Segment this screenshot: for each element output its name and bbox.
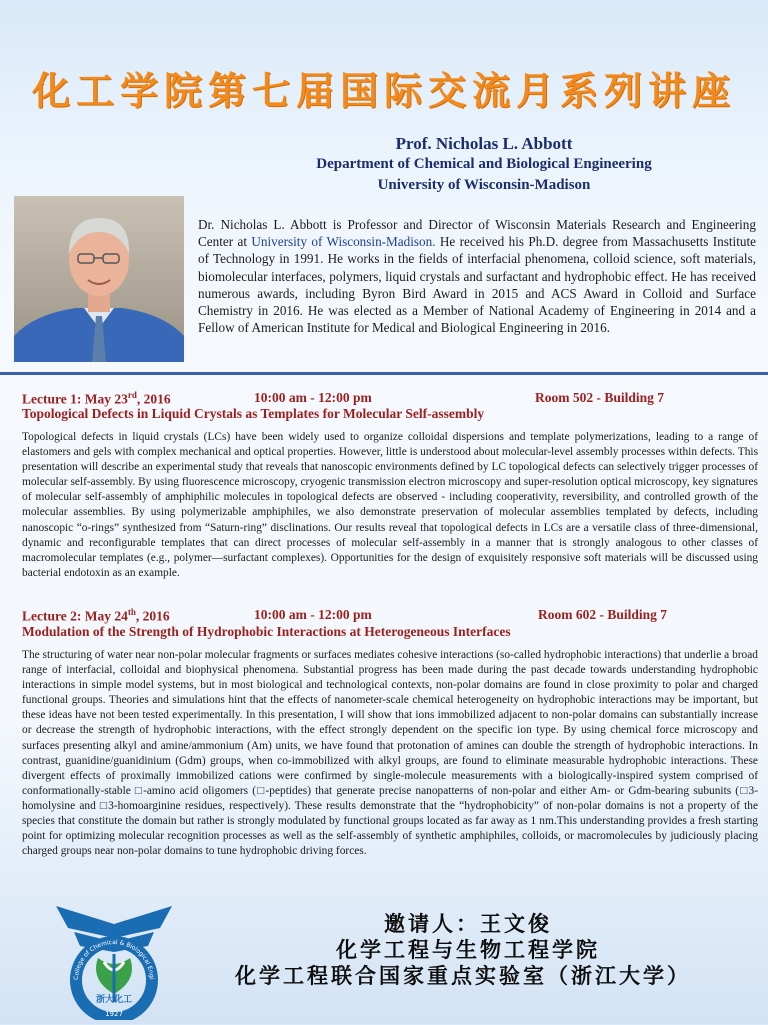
logo-year: 1927 bbox=[105, 1010, 123, 1018]
lecture-2-title: Modulation of the Strength of Hydrophobic Interactions at Heterogeneous Interfaces bbox=[22, 624, 511, 639]
lecture-2-date-suffix-sup: th bbox=[127, 607, 136, 617]
lecture-2-time: 10:00 am - 12:00 pm bbox=[254, 607, 372, 622]
lecture-1-date-year: , 2016 bbox=[136, 391, 171, 407]
speaker-name: Prof. Nicholas L. Abbott bbox=[395, 134, 573, 153]
speaker-biography bbox=[198, 216, 756, 336]
lecture-2-date bbox=[22, 607, 170, 625]
bio-text-start: Dr. Nicholas L. Abbott is Professor and Director of Wisconsin Materials Research and Engineering Center at bbox=[198, 217, 756, 250]
logo-center-text: 浙大化工 bbox=[95, 995, 133, 1005]
speaker-department: Department of Chemical and Biological Engineering bbox=[316, 156, 652, 172]
speaker-portrait-illustration bbox=[14, 196, 184, 362]
bio-text-end: He received his Ph.D. degree from Massachusetts Institute of Technology in 1991. He works in the fields of interfacial phenomena, colloid science, soft materials, biomolecular interfaces, polymers, liquid crystals and surfactant and hydrophobic effect. He has received numerous awards, including Byron Bird Award in 2015 and ACS Award in Colloid and Surface Chemistry in 2016. He was elected as a Member of National Academy of Engineering in 2014 and a Fellow of American Institute for Medical and Biological Engineering in 2016. bbox=[198, 234, 756, 336]
inviter-college: 化学工程与生物工程学院 bbox=[336, 938, 600, 962]
speaker-photo bbox=[14, 196, 184, 362]
inviter-name: 邀请人：王文俊 bbox=[384, 912, 552, 936]
lecture-2-date-year: , 2016 bbox=[135, 608, 170, 624]
bio-university-highlight: University of Wisconsin-Madison. bbox=[251, 234, 436, 250]
lecture-1-abstract: Topological defects in liquid crystals (LCs) have been widely used to organize colloidal dispersions and template polymerizations, leading to a range of elastomers and gels with complex mechanical and optical properties. However, little is understood about molecular-level assembly processes within defects. This presentation will describe an experimental study that reveals that nanoscopic environments defined by LC topological defects can selectively trigger processes of molecular self-assembly. By using fluorescence microscopy, cryogenic transmission electron microscopy and super-resolution optical microscopy, key signatures of molecular self-assembly of amphiphilic molecules in topological defects are observed - including cooperativity, reversibility, and controlled growth of the molecular assemblies. By using polymerizable amphiphiles, we also demonstrate preservation of molecular assemblies templated by defects, including nanoscopic “o-rings” synthesized from “Saturn-ring” disclinations. Our results reveal that topological defects in LCs are a versatile class of three-dimensional, dynamic and reconfigurable templates that can direct processes of molecular self-assembly in a manner that is strongly analogous to other classes of macromolecular templates (e.g., polymer—surfactant complexes). Opportunities for the design of exquisitely responsive soft materials will be discussed using bacterial endotoxin as an example. bbox=[22, 431, 758, 579]
page-title: 化工学院第七届国际交流月系列讲座 bbox=[31, 69, 736, 113]
lecture-2-abstract: The structuring of water near non-polar molecular fragments or surfaces mediates cohesive interactions (so-called hydrophobic interactions) that underlie a broad range of interfacial, colloidal and biophysical phenomena. Substantial progress has been made during the past decade towards understanding hydrophobic interactions in simple model systems, but in most biological and technological contexts, non-polar domains are found in close proximity to polar and charged functional groups. Theories and simulations hint that the effects of nanometer-scale chemical heterogeneity on hydrophobic interactions may be important, but these ideas have not been tested experimentally. In this presentation, I will show that ions immobilized adjacent to non-polar domains can substantially increase or decrease the strength of hydrophobic interactions, with the effect strongly dependent on the specific ion type. By using chemical force microscopy and surfaces presenting alkyl and amine/ammonium (Am) units, we have found that protonation of amines can double the strength of hydrophobic interactions. In contrast, guanidine/guanidinium (Gdm) groups, when co-immobilized with alkyl groups, are found to eliminate measurable hydrophobic interactions. These divergent effects of proximally immobilized cations were confirmed by single-molecule measurements with a biologically-inspired system comprised of conformationally-stable □-amino acid oligomers (□-peptides) that generate precise nanopatterns of non-polar and either Am- or Gdm-bearing subunits (□3-homolysine and □3-homoarginine residues, respectively). These results demonstrate that the “hydrophobicity” of non-polar domains is not a property of the species that constitute the domain but rather is strongly modulated by functional groups located as far away as 1 nm.This understanding provides a fresh starting point for optimizing molecular recognition processes as well as the self-assembly of synthetic amphiphiles, colloids, or macromolecules by judiciously placing charged groups near non-polar domains to tune hydrophobic driving forces. bbox=[22, 649, 758, 858]
lecture-1-date bbox=[22, 390, 171, 408]
logo-ring-text: College of Chemical & Biological Engi bbox=[72, 938, 156, 981]
speaker-university: University of Wisconsin-Madison bbox=[377, 177, 591, 193]
lecture-2-room: Room 602 - Building 7 bbox=[538, 607, 668, 622]
inviter-laboratory: 化学工程联合国家重点实验室（浙江大学） bbox=[235, 964, 691, 988]
lecture-2-header bbox=[22, 607, 752, 625]
college-emblem-icon bbox=[48, 898, 180, 1020]
college-logo bbox=[48, 898, 180, 1020]
lecture-1-room: Room 502 - Building 7 bbox=[535, 390, 665, 405]
lecture-2-date-text: Lecture 2: May 24 bbox=[22, 608, 128, 624]
lecture-1-date-suffix-sup: rd bbox=[127, 390, 137, 400]
lecture-1-date-text: Lecture 1: May 23 bbox=[22, 391, 128, 407]
section-divider bbox=[0, 372, 768, 375]
lecture-1-time: 10:00 am - 12:00 pm bbox=[254, 390, 372, 405]
lecture-1-title: Topological Defects in Liquid Crystals as Templates for Molecular Self-assembly bbox=[22, 406, 485, 421]
